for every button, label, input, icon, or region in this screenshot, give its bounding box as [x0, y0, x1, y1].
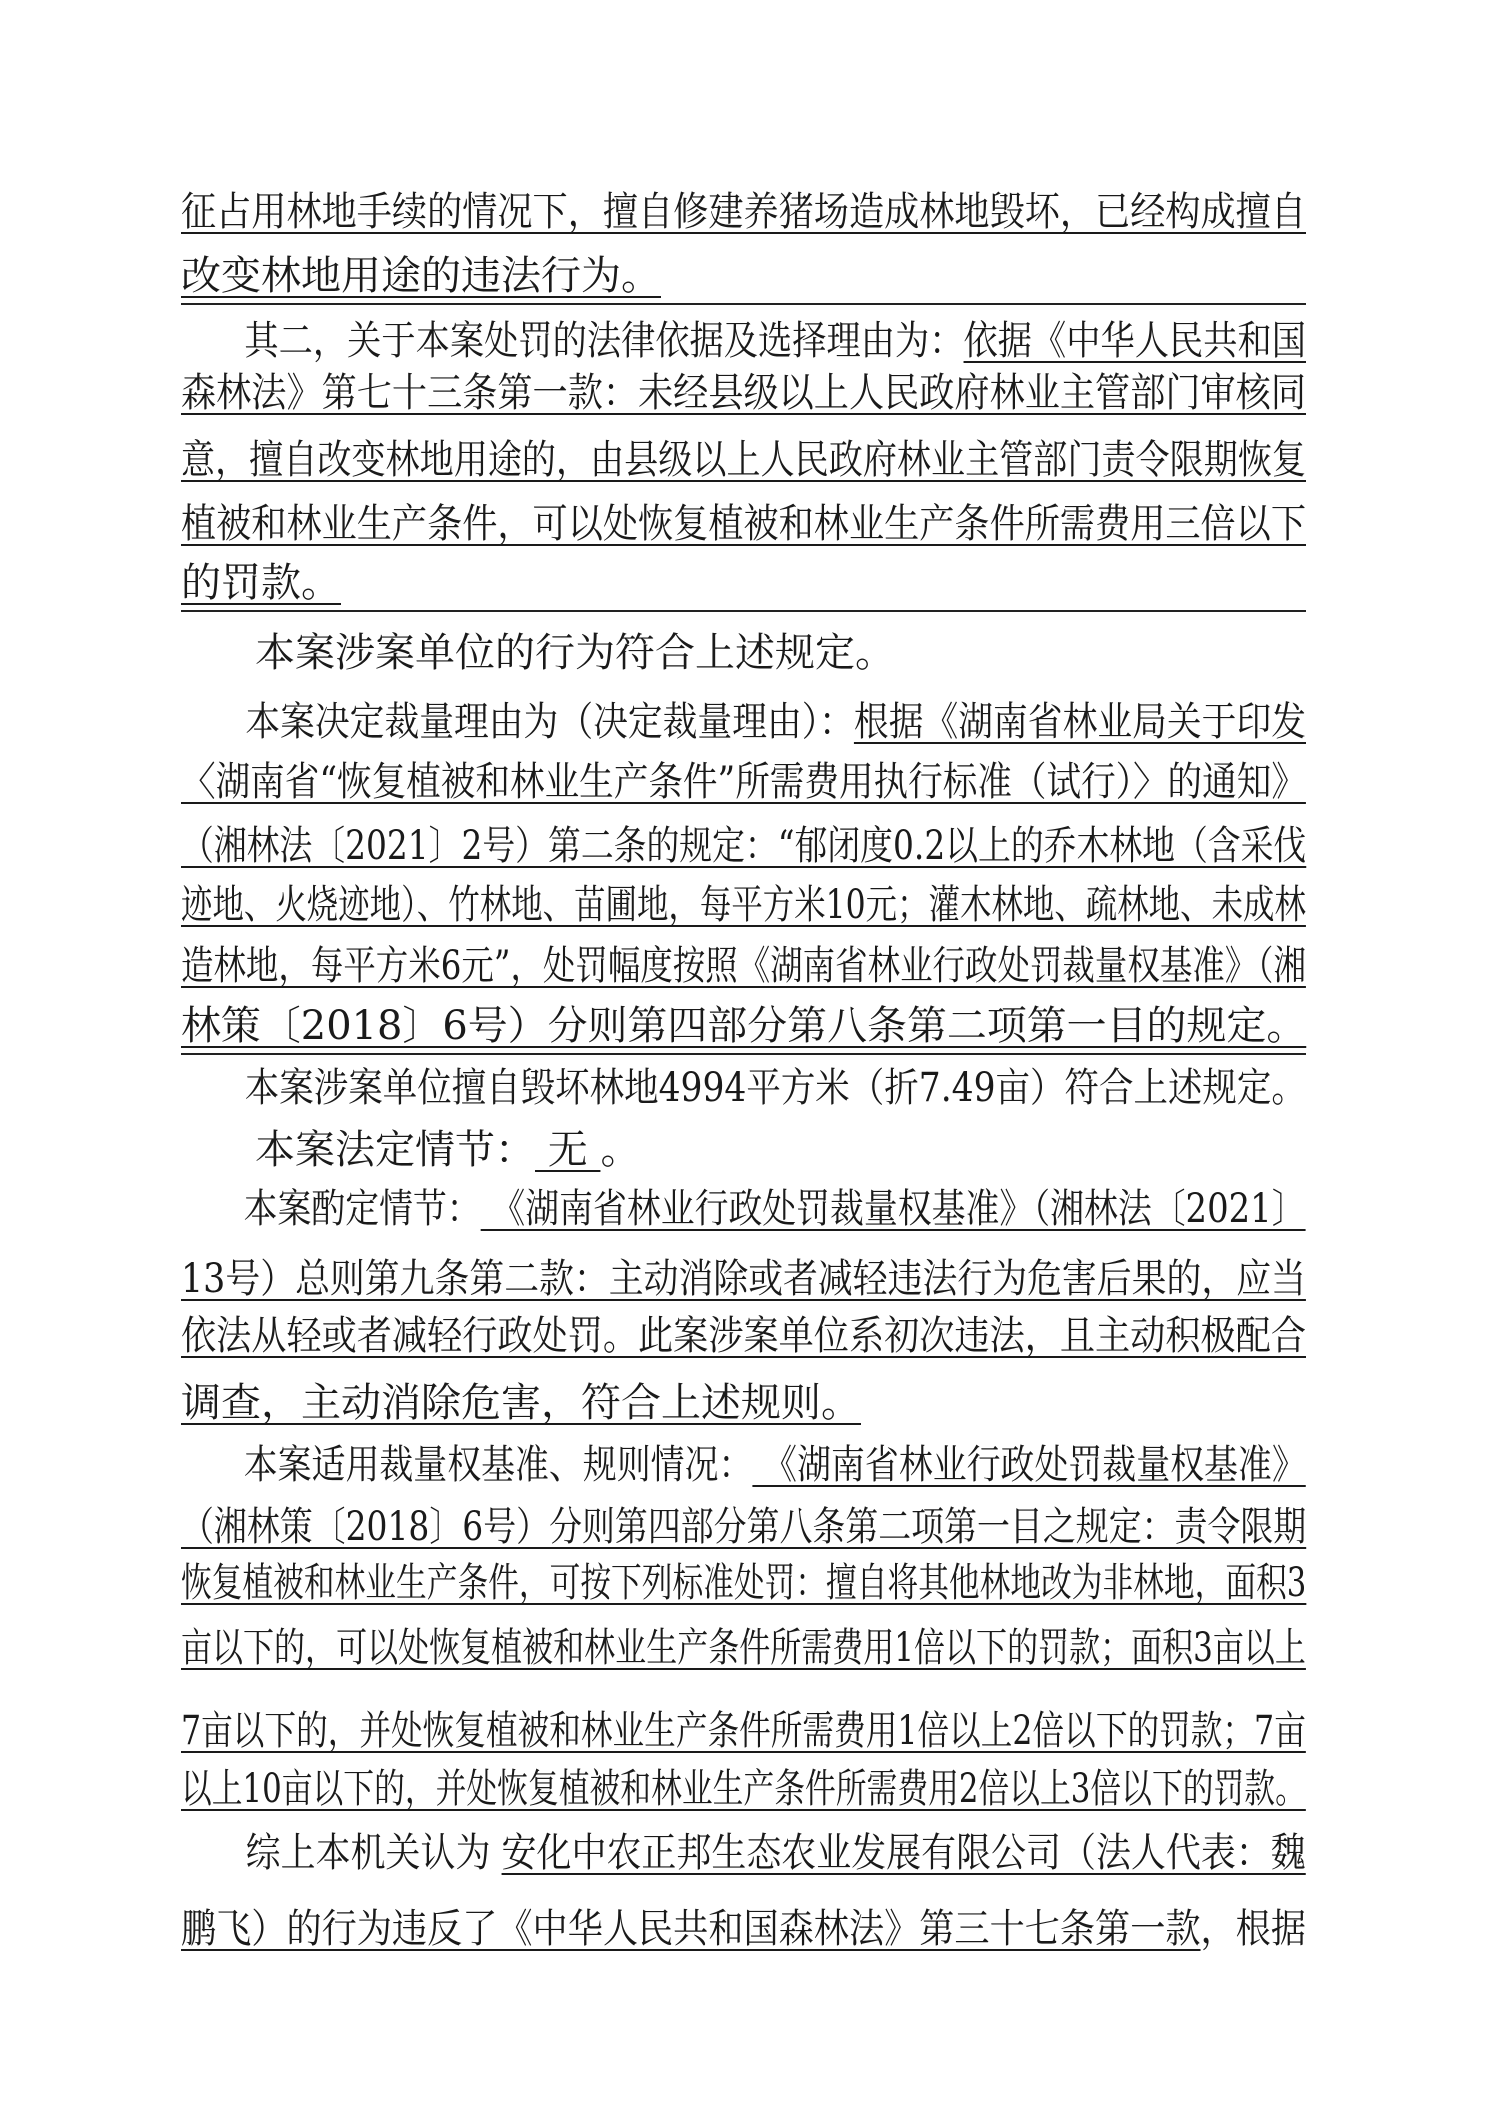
underlined-text: （湘林法〔2021〕2号）第二条的规定：“郁闭度0.2以上的乔木林地（含采伐: [181, 823, 1307, 869]
underlined-text: 7亩以下的，并处恢复植被和林业生产条件所需费用1倍以上2倍以下的罚款；7亩: [181, 1708, 1306, 1754]
text-line: [181, 429, 1306, 491]
text-line: [181, 995, 1306, 1057]
text-line: [181, 1758, 1306, 1820]
text-line: [181, 1057, 1306, 1119]
text: 综上本机关认为: [245, 1830, 502, 1876]
text-line: [181, 493, 1306, 555]
text-line: [181, 1119, 1306, 1181]
text-line: [181, 622, 1306, 684]
underlined-text: 改变林地用途的违法行为。: [181, 253, 661, 299]
underlined-text: 根据《湖南省林业局关于印发: [853, 699, 1306, 745]
underline-rule: [181, 610, 1306, 612]
text-line: [181, 1178, 1306, 1240]
text: 本案酌定情节：: [243, 1186, 481, 1232]
text-line: [181, 181, 1306, 243]
text: 本案适用裁量权基准、规则情况：: [243, 1442, 753, 1488]
underlined-text: 调查，主动消除危害，符合上述规则。: [181, 1380, 861, 1426]
underlined-text: 的罚款。: [181, 560, 341, 606]
text: 其二，关于本案处罚的法律依据及选择理由为：: [244, 318, 964, 364]
text-line: [181, 874, 1306, 936]
underlined-text: 意，擅自改变林地用途的，由县级以上人民政府林业主管部门责令限期恢复: [181, 437, 1306, 483]
underlined-text: 13号）总则第九条第二款：主动消除或者减轻违法行为危害后果的，应当: [181, 1256, 1306, 1302]
text-line: [181, 1434, 1306, 1496]
underlined-text: 以上10亩以下的，并处恢复植被和林业生产条件所需费用2倍以上3倍以下的罚款。: [181, 1766, 1306, 1812]
text-line: [181, 691, 1306, 753]
underlined-text: 亩以下的，可以处恢复植被和林业生产条件所需费用1倍以下的罚款；面积3亩以上: [181, 1625, 1306, 1671]
underlined-text: 依法从轻或者减轻行政处罚。此案涉案单位系初次违法，且主动积极配合: [181, 1313, 1306, 1359]
underlined-text: （湘林策〔2018〕6号）分则第四部分第八条第二项第一目之规定：责令限期: [181, 1504, 1307, 1550]
underlined-text: 〈湖南省“恢复植被和林业生产条件”所需费用执行标准（试行）〉的通知》: [181, 759, 1306, 805]
underlined-text: 《湖南省林业行政处罚裁量权基准》: [752, 1442, 1306, 1488]
underlined-text: 迹地、火烧迹地）、竹林地、苗圃地，每平方米10元；灌木林地、疏林地、未成林: [181, 882, 1306, 928]
underlined-text: 征占用林地手续的情况下，擅自修建养猪场造成林地毁坏，已经构成擅自: [181, 189, 1306, 235]
text-line: [181, 362, 1306, 424]
text-line: [181, 1552, 1306, 1614]
text: 本案涉案单位擅自毁坏林地4994平方米（折7.49亩）符合上述规定。: [244, 1065, 1306, 1111]
text: ，根据: [1200, 1906, 1306, 1952]
text-line: [181, 751, 1306, 813]
text-line: [181, 1305, 1306, 1367]
underlined-text: 恢复植被和林业生产条件，可按下列标准处罚：擅自将其他林地改为非林地，面积3: [181, 1560, 1307, 1606]
text-line: [181, 245, 1306, 307]
text: 本案法定情节：: [255, 1127, 535, 1173]
text-line: [181, 1822, 1306, 1884]
underlined-text: 《湖南省林业行政处罚裁量权基准》（湘林法〔2021〕: [480, 1186, 1306, 1232]
text-line: [181, 1372, 1306, 1434]
underlined-text: 林策〔2018〕6号）分则第四部分第八条第二项第一目的规定。: [181, 1003, 1307, 1049]
underlined-text: 安化中农正邦生态农业发展有限公司（法人代表：魏: [501, 1830, 1306, 1876]
underline-rule: [181, 1053, 1306, 1055]
underlined-text: 无: [535, 1127, 601, 1173]
text: 本案涉案单位的行为符合上述规定。: [255, 630, 895, 676]
underlined-text: 依据《中华人民共和国: [963, 318, 1306, 364]
text-line: [181, 935, 1306, 997]
text-line: [181, 1496, 1306, 1558]
text-line: [181, 1700, 1306, 1762]
text: 。: [600, 1127, 641, 1173]
text: 本案决定裁量理由为（决定裁量理由）：: [245, 699, 854, 745]
underlined-text: 植被和林业生产条件，可以处恢复植被和林业生产条件所需费用三倍以下: [181, 501, 1306, 547]
text-line: [181, 815, 1306, 877]
underlined-text: 鹏飞）的行为违反了《中华人民共和国森林法》第三十七条第一款: [181, 1906, 1201, 1952]
underlined-text: 造林地，每平方米6元”，处罚幅度按照《湖南省林业行政处罚裁量权基准》（湘: [181, 943, 1306, 989]
underline-rule: [181, 303, 1306, 305]
text-line: [181, 1617, 1306, 1679]
underlined-text: 森林法》第七十三条第一款：未经县级以上人民政府林业主管部门审核同: [181, 370, 1306, 416]
text-line: [181, 1248, 1306, 1310]
text-line: [181, 1898, 1306, 1960]
text-line: [181, 552, 1306, 614]
